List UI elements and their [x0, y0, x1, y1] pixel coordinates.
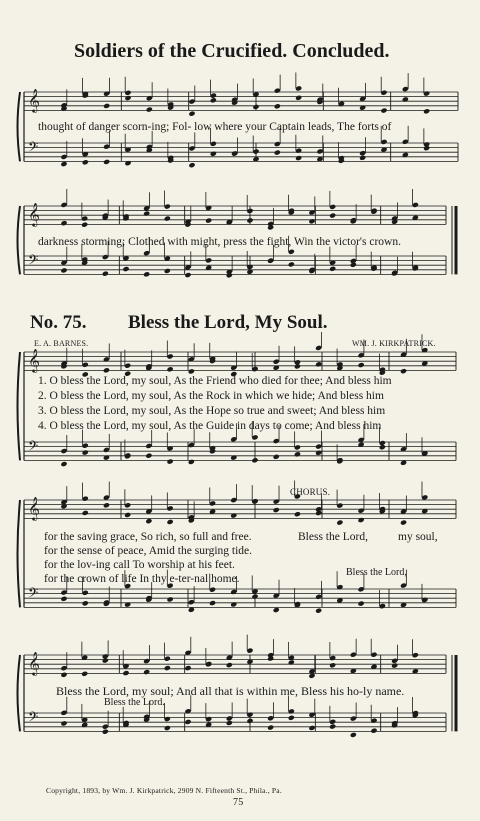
svg-text:𝄢: 𝄢 — [28, 585, 39, 604]
svg-text:𝄢: 𝄢 — [28, 139, 39, 158]
lyric-line: Bless the Lord, my soul; And all that is within me, Bless his ho-ly name. — [56, 684, 405, 698]
verse-line: 4. O bless the Lord, my soul, As the Guide in days to come; And bless him — [38, 420, 382, 432]
svg-text:𝄞: 𝄞 — [28, 651, 40, 675]
page-number: 75 — [233, 797, 244, 808]
author-credit: E. A. BARNES. — [34, 339, 89, 348]
verse-line: 1. O bless the Lord, my soul, As the Friend who died for thee; And bless him — [38, 375, 392, 387]
svg-text:𝄞: 𝄞 — [28, 202, 40, 226]
composer-credit: WM. J. KIRKPATRICK. — [352, 339, 436, 348]
verse-ending: for the saving grace, So rich, so full and free. — [44, 531, 252, 543]
copyright-notice: Copyright, 1893, by Wm. J. Kirkpatrick, 2909 N. Fifteenth St., Phila., Pa. — [46, 786, 282, 795]
chorus-label: CHORUS. — [290, 487, 331, 497]
svg-text:𝄞: 𝄞 — [28, 496, 40, 520]
hymn-title: Bless the Lord, My Soul. — [128, 312, 328, 333]
chorus-words: Bless the Lord, — [298, 531, 368, 543]
page-title: Soldiers of the Crucified. Concluded. — [74, 40, 390, 62]
verse-ending: for the sense of peace, Amid the surging tide. — [44, 545, 253, 557]
svg-text:𝄢: 𝄢 — [28, 709, 39, 728]
chorus-words: my soul, — [398, 531, 438, 543]
bass-cue: Bless the Lord, — [346, 567, 407, 578]
verse-ending: for the crown of life In thy e-ter-nal home. — [44, 573, 240, 585]
lyric-line: darkness storming; Clothed with might, press the fight, Win the victor's crown. — [38, 236, 401, 248]
lyric-line: thought of danger scorn-ing; Fol- low where your Captain leads, The forts of — [38, 121, 392, 133]
verse-line: 3. O bless the Lord, my soul, As the Hope so true and sweet; And bless him — [38, 405, 386, 417]
verse-line: 2. O bless the Lord, my soul, As the Rock in which we hide; And bless him — [38, 390, 384, 402]
verse-ending: for the lov-ing call To worship at his feet. — [44, 559, 235, 571]
svg-text:𝄞: 𝄞 — [28, 88, 40, 112]
hymn-number: No. 75. — [30, 312, 87, 333]
svg-text:𝄞: 𝄞 — [28, 348, 40, 372]
svg-text:𝄢: 𝄢 — [28, 252, 39, 271]
bass-cue: Bless the Lord. — [104, 697, 165, 708]
svg-text:𝄢: 𝄢 — [28, 438, 39, 457]
